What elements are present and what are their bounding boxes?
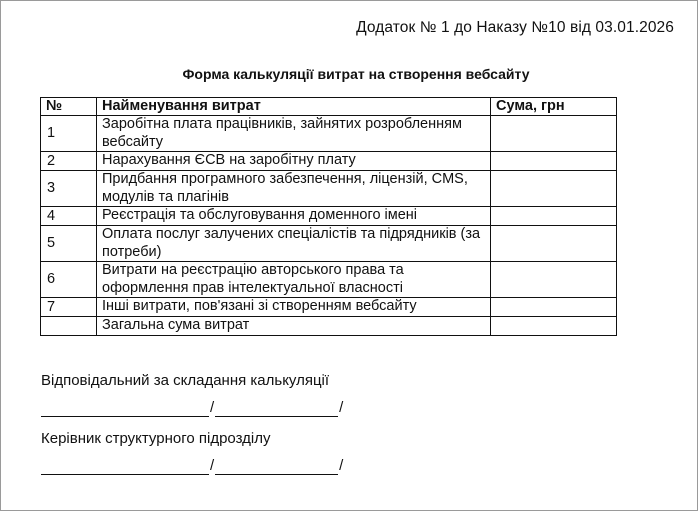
- table-row: [41, 116, 617, 152]
- column-header-cost-name: Найменування витрат: [97, 98, 491, 116]
- cost-calculation-table: [40, 97, 617, 336]
- responsible-signature-blank[interactable]: [41, 400, 209, 417]
- table-row: [41, 171, 617, 207]
- separator-slash: /: [339, 399, 344, 416]
- table-row: [41, 262, 617, 298]
- amount-cell[interactable]: [491, 171, 617, 207]
- amount-cell[interactable]: [491, 207, 617, 226]
- cost-name: Витрати на реєстрацію авторського права та оформлення прав інтелектуальної власності: [97, 262, 491, 298]
- total-row-number: [41, 317, 97, 336]
- responsible-signature-line: [41, 399, 344, 417]
- head-label: Керівник структурного підрозділу: [41, 430, 271, 447]
- row-number: 4: [41, 207, 97, 226]
- amount-cell[interactable]: [491, 226, 617, 262]
- table-row: [41, 152, 617, 171]
- annex-reference: Додаток № 1 до Наказу №10 від 03.01.2026: [356, 19, 674, 36]
- row-number: 1: [41, 116, 97, 152]
- column-header-number: №: [41, 98, 97, 116]
- head-signature-block: [41, 430, 271, 447]
- total-label: Загальна сума витрат: [97, 317, 491, 336]
- total-row: [41, 317, 617, 336]
- row-number: 7: [41, 298, 97, 317]
- row-number: 5: [41, 226, 97, 262]
- amount-cell[interactable]: [491, 298, 617, 317]
- total-amount-cell[interactable]: [491, 317, 617, 336]
- cost-name: Придбання програмного забезпечення, ліцензій, CMS, модулів та плагінів: [97, 171, 491, 207]
- table-row: [41, 298, 617, 317]
- table-header-row: [41, 98, 617, 116]
- cost-name: Оплата послуг залучених спеціалістів та підрядників (за потреби): [97, 226, 491, 262]
- amount-cell[interactable]: [491, 116, 617, 152]
- row-number: 3: [41, 171, 97, 207]
- table-row: [41, 207, 617, 226]
- row-number: 2: [41, 152, 97, 171]
- responsible-label: Відповідальний за складання калькуляції: [41, 372, 330, 389]
- separator-slash: /: [210, 457, 215, 474]
- row-number: 6: [41, 262, 97, 298]
- column-header-amount: Сума, грн: [491, 98, 617, 116]
- cost-name: Інші витрати, пов'язані зі створенням вебсайту: [97, 298, 491, 317]
- responsible-name-blank[interactable]: [215, 400, 338, 417]
- head-signature-blank[interactable]: [41, 458, 209, 475]
- responsible-signature-block: [41, 372, 329, 389]
- separator-slash: /: [339, 457, 344, 474]
- form-title: Форма калькуляції витрат на створення вебсайту: [182, 66, 530, 82]
- cost-name: Заробітна плата працівників, зайнятих розробленням вебсайту: [97, 116, 491, 152]
- head-name-blank[interactable]: [215, 458, 338, 475]
- cost-name: Нарахування ЄСВ на заробітну плату: [97, 152, 491, 171]
- cost-name: Реєстрація та обслуговування доменного імені: [97, 207, 491, 226]
- table-row: [41, 226, 617, 262]
- separator-slash: /: [210, 399, 215, 416]
- amount-cell[interactable]: [491, 152, 617, 171]
- head-signature-line: [41, 457, 344, 475]
- amount-cell[interactable]: [491, 262, 617, 298]
